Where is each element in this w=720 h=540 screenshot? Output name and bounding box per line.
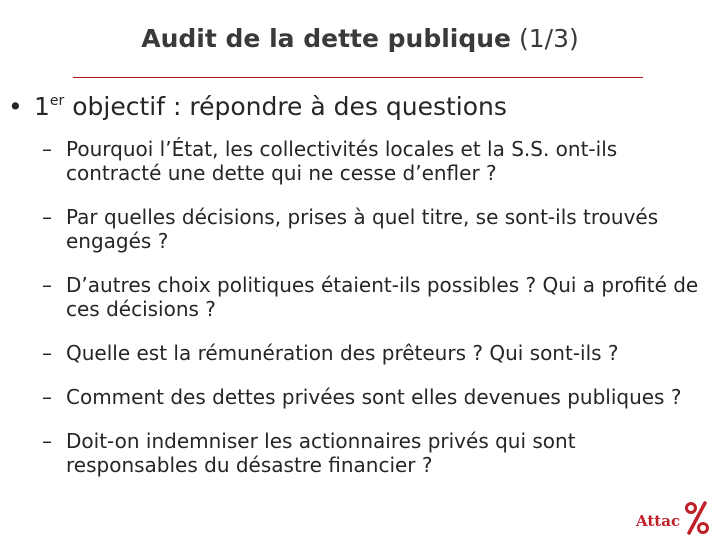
dash-marker: – — [42, 137, 52, 161]
list-item — [42, 137, 712, 185]
question-list — [42, 137, 712, 497]
list-item — [42, 273, 712, 321]
dash-marker: – — [42, 429, 52, 453]
dash-marker: – — [42, 341, 52, 365]
list-item-text: Pourquoi l’État, les collectivités locales et la S.S. ont-ils contracté une dette qui ne cesse d’enfler ? — [66, 137, 618, 185]
logo-text: Attac — [636, 512, 681, 530]
bullet-text: objectif : répondre à des questions — [72, 92, 507, 121]
list-item — [42, 205, 712, 253]
list-item-text: Par quelles décisions, prises à quel titre, se sont-ils trouvés engagés ? — [66, 205, 659, 253]
list-item — [42, 385, 712, 409]
list-item — [42, 429, 712, 477]
percent-icon — [684, 500, 710, 536]
main-bullet — [8, 92, 507, 121]
list-item-text: Doit-on indemniser les actionnaires privés qui sont responsables du désastre financier ? — [66, 429, 576, 477]
list-item-text: Comment des dettes privées sont elles devenues publiques ? — [66, 385, 682, 409]
slide-title-main: Audit de la dette publique — [141, 24, 512, 53]
dash-marker: – — [42, 273, 52, 297]
bullet-superscript: er — [49, 93, 65, 109]
bullet-marker: • — [8, 92, 23, 121]
attac-logo — [636, 500, 712, 536]
list-item-text: D’autres choix politiques étaient-ils possibles ? Qui a profité de ces décisions ? — [66, 273, 699, 321]
slide-title-part: (1/3) — [518, 24, 579, 53]
slide-title — [0, 24, 720, 53]
dash-marker: – — [42, 385, 52, 409]
dash-marker: – — [42, 205, 52, 229]
title-divider — [73, 77, 643, 78]
list-item-text: Quelle est la rémunération des prêteurs ? Qui sont-ils ? — [66, 341, 619, 365]
bullet-number: 1 — [34, 92, 50, 121]
list-item — [42, 341, 712, 365]
